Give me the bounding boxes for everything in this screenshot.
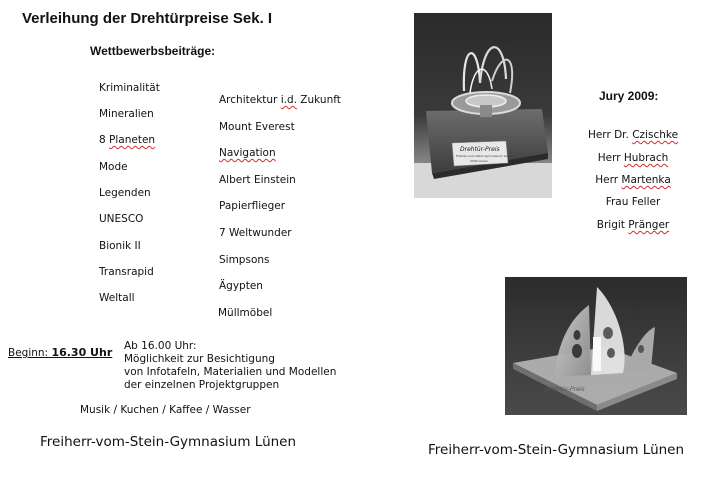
jury-title: Jury 2009: xyxy=(599,89,659,103)
entries-heading: Wettbewerbsbeiträge: xyxy=(90,44,216,58)
info-line-3: von Infotafeln, Materialien und Modellen xyxy=(124,366,337,378)
entry-left-6: UNESCO xyxy=(99,213,144,225)
plaque-text-3: 2009 Lünen xyxy=(470,159,488,163)
entry-right-6: 7 Weltwunder xyxy=(219,227,292,239)
plaque-text-2: Freiherr-vom-Stein-Gymnasium Lünen xyxy=(456,154,513,158)
jury-member-4: Frau Feller xyxy=(605,196,661,208)
entry-left-8: Transrapid xyxy=(99,266,154,278)
info-line-4: der einzelnen Projektgruppen xyxy=(124,379,280,391)
refreshments-line: Musik / Kuchen / Kaffee / Wasser xyxy=(80,404,251,416)
info-line-1: Ab 16.00 Uhr: xyxy=(124,340,197,352)
entry-left-1: Kriminalität xyxy=(99,82,160,94)
entry-right-9: Müllmöbel xyxy=(218,307,273,319)
entry-left-4: Mode xyxy=(99,161,128,173)
sculpture-base-text: Drehtür-Preis xyxy=(545,386,585,393)
info-block xyxy=(124,340,344,392)
entry-right-5: Papierflieger xyxy=(219,200,286,212)
sculpture-photo xyxy=(505,277,687,415)
trophy-image xyxy=(414,13,552,198)
entry-left-2: Mineralien xyxy=(99,108,154,120)
info-line-2: Möglichkeit zur Besichtigung xyxy=(124,353,275,365)
sculpture-image xyxy=(505,277,687,415)
entry-right-8: Ägypten xyxy=(219,280,263,292)
entry-right-7: Simpsons xyxy=(219,254,270,266)
entry-right-1: Architektur i.d. Zukunft xyxy=(219,94,341,106)
entry-left-7: Bionik II xyxy=(99,240,141,252)
entry-right-2: Mount Everest xyxy=(219,121,295,133)
jury-member-5: Brigit Pränger xyxy=(596,219,670,231)
entry-left-9: Weltall xyxy=(99,292,135,304)
begin-time: 16.30 Uhr xyxy=(51,346,113,359)
school-name-left: Freiherr-vom-Stein-Gymnasium Lünen xyxy=(40,434,297,450)
page-title: Verleihung der Drehtürpreise Sek. I xyxy=(22,10,273,27)
trophy-photo xyxy=(414,13,552,198)
jury-member-1: Herr Dr. Czischke xyxy=(587,129,679,141)
plaque-text-1: Drehtür-Preis xyxy=(460,146,500,153)
jury-member-2: Herr Hubrach xyxy=(597,152,669,164)
entry-left-3: 8 Planeten xyxy=(99,134,156,146)
jury-member-3: Herr Martenka xyxy=(595,174,671,186)
begin-label: Beginn: 16.30 Uhr xyxy=(8,346,113,359)
entry-right-4: Albert Einstein xyxy=(219,174,296,186)
entry-right-3: Navigation xyxy=(219,147,276,159)
entry-left-5: Legenden xyxy=(99,187,151,199)
school-name-right: Freiherr-vom-Stein-Gymnasium Lünen xyxy=(428,442,685,458)
